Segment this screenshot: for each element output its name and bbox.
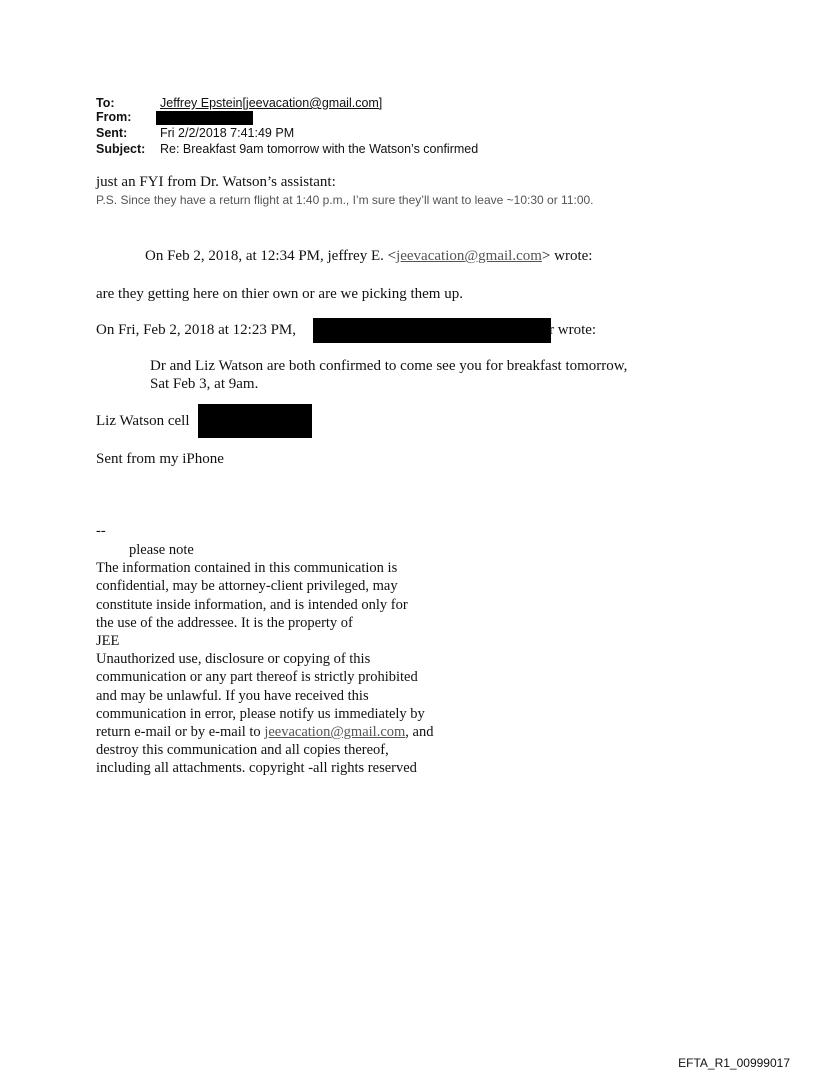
from-label: From: xyxy=(96,110,132,124)
quote1-email-link[interactable]: jeevacation@gmail.com xyxy=(396,248,542,264)
redaction-sender xyxy=(313,318,551,343)
quote1-line xyxy=(145,247,592,265)
cell-label: Liz Watson cell xyxy=(96,413,190,429)
footer-line: constitute inside information, and is intended only for xyxy=(96,596,408,613)
redaction-from xyxy=(156,111,253,125)
subject-label: Subject: xyxy=(96,142,146,156)
ps-line: P.S. Since they have a return flight at 1:40 p.m., I’m sure they’ll want to leave ~10:30 or 11:00. xyxy=(96,193,594,207)
reply1-line: are they getting here on thier own or are we picking them up. xyxy=(96,286,463,302)
email-header xyxy=(96,97,596,157)
confirm-line-2: Sat Feb 3, at 9am. xyxy=(150,376,259,392)
footer-line: communication or any part thereof is strictly prohibited xyxy=(96,669,418,686)
return-prefix: return e-mail or by e-mail to xyxy=(96,724,265,741)
footer-line: including all attachments. copyright -all rights reserved xyxy=(96,760,417,777)
footer-line: destroy this communication and all copies thereof, xyxy=(96,742,389,759)
footer-line: the use of the addressee. It is the property of xyxy=(96,614,353,631)
quote1-suffix: > wrote: xyxy=(541,248,593,264)
redaction-cell xyxy=(198,404,312,438)
intro-line: just an FYI from Dr. Watson’s assistant: xyxy=(96,174,336,190)
return-suffix: , and xyxy=(405,724,434,741)
signature-line: Sent from my iPhone xyxy=(96,451,224,467)
footer-line: and may be unlawful. If you have received this xyxy=(96,687,369,704)
sent-value: Fri 2/2/2018 7:41:49 PM xyxy=(160,126,295,140)
to-label: To: xyxy=(96,96,115,110)
footer-disclaimer xyxy=(96,541,433,778)
footer-line: Unauthorized use, disclosure or copying of this xyxy=(96,651,371,668)
footer-dash: -- xyxy=(96,523,106,539)
footer-line: The information contained in this communication is xyxy=(96,560,398,577)
footer-return-line xyxy=(96,723,433,741)
subject-value: Re: Breakfast 9am tomorrow with the Watson’s confirmed xyxy=(160,142,479,156)
quote2-suffix: r wrote: xyxy=(549,322,597,338)
footer-line: confidential, may be attorney-client privileged, may xyxy=(96,578,398,595)
to-value: Jeffrey Epstein[jeevacation@gmail.com] xyxy=(160,96,383,110)
quote1-prefix: On Feb 2, 2018, at 12:34 PM, jeffrey E. < xyxy=(145,248,397,264)
document-id: EFTA_R1_00999017 xyxy=(678,1056,790,1070)
footer-note: please note xyxy=(129,542,194,558)
footer-line: communication in error, please notify us immediately by xyxy=(96,705,425,722)
quote2-prefix: On Fri, Feb 2, 2018 at 12:23 PM, xyxy=(96,322,297,338)
sent-label: Sent: xyxy=(96,126,128,140)
footer-email-link[interactable]: jeevacation@gmail.com xyxy=(264,724,406,741)
footer-line: JEE xyxy=(96,633,120,650)
confirm-line-1: Dr and Liz Watson are both confirmed to come see you for breakfast tomorrow, xyxy=(150,358,628,374)
